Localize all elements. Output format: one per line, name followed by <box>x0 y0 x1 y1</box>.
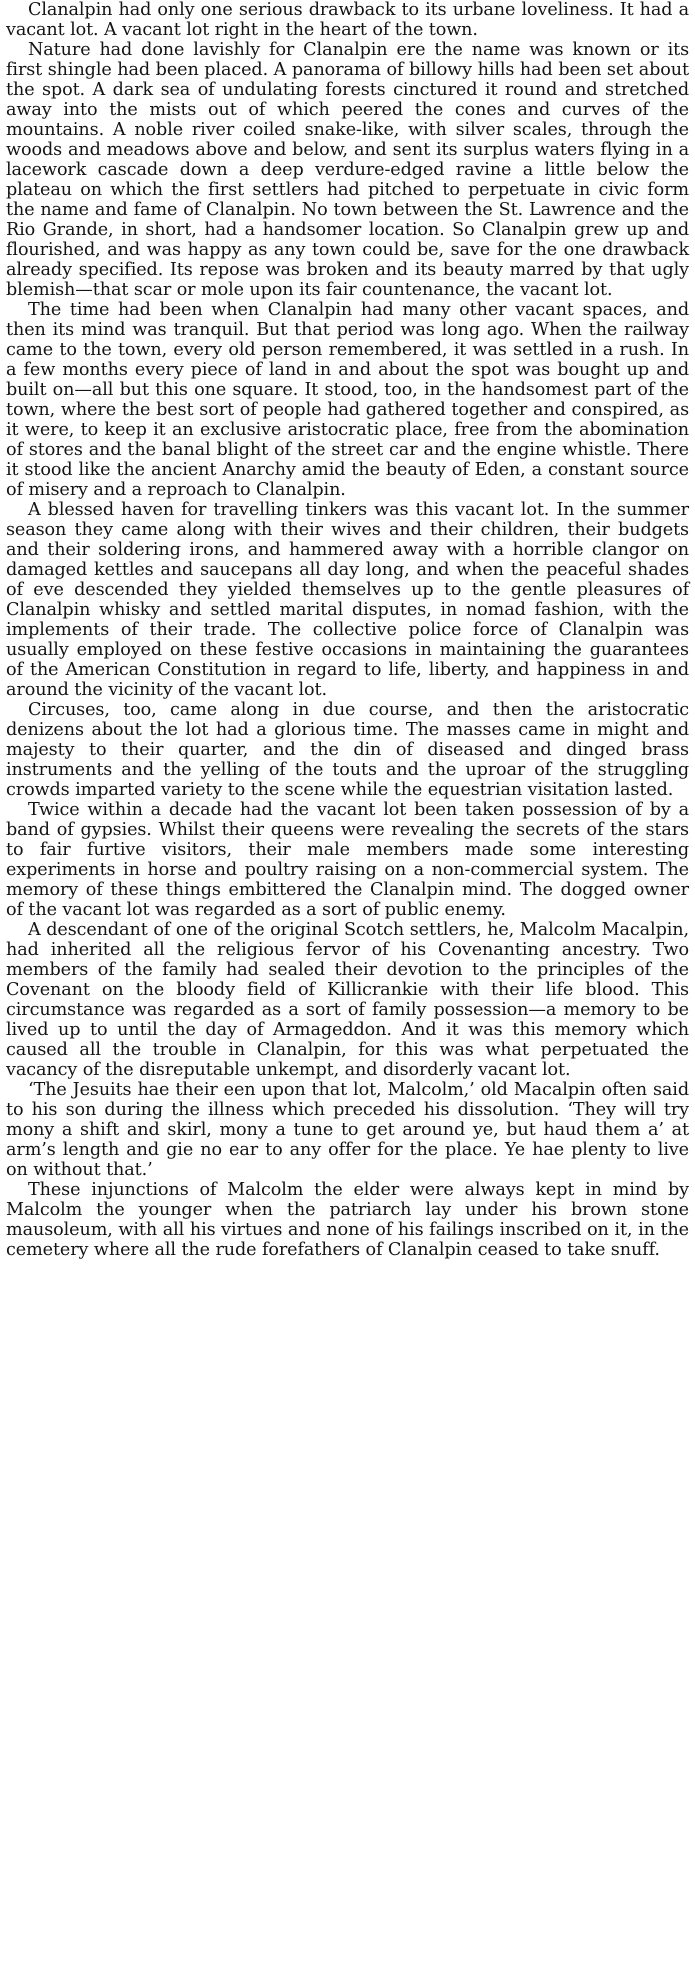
paragraph-1: Clanalpin had only one serious drawback to its urbane loveliness. It had a vacant lot. A vacant lot right in the heart of the town. <box>6 0 689 40</box>
paragraph-9: These injunctions of Malcolm the elder were always kept in mind by Malcolm the younger when the patriarch lay under his brown stone mausoleum, with all his virtues and none of his failings inscribed on it, in the cemetery where all the rude forefathers of Clanalpin ceased to take snuff. <box>6 1180 689 1260</box>
paragraph-2: Nature had done lavishly for Clanalpin ere the name was known or its first shingle had been placed. A panorama of billowy hills had been set about the spot. A dark sea of undulating forests cinctured it round and stretched away into the mists out of which peered the cones and curves of the mountains. A noble river coiled snake-like, with silver scales, through the woods and meadows above and below, and sent its surplus waters flying in a lacework cascade down a deep verdure-edged ravine a little below the plateau on which the first settlers had pitched to perpetuate in civic form the name and fame of Clanalpin. No town between the St. Lawrence and the Rio Grande, in short, had a handsomer location. So Clanalpin grew up and flourished, and was happy as any town could be, save for the one drawback already specified. Its repose was broken and its beauty marred by that ugly blemish—that scar or mole upon its fair countenance, the vacant lot. <box>6 40 689 300</box>
paragraph-7: A descendant of one of the original Scotch settlers, he, Malcolm Macalpin, had inherited all the religious fervor of his Covenanting ancestry. Two members of the family had sealed their devotion to the principles of the Covenant on the bloody field of Killicrankie with their life blood. This circumstance was regarded as a sort of family possession—a memory to be lived up to until the day of Armageddon. And it was this memory which caused all the trouble in Clanalpin, for this was what perpetuated the vacancy of the disreputable unkempt, and disorderly vacant lot. <box>6 920 689 1080</box>
paragraph-3: The time had been when Clanalpin had many other vacant spaces, and then its mind was tranquil. But that period was long ago. When the railway came to the town, every old person remembered, it was settled in a rush. In a few months every piece of land in and about the spot was bought up and built on—all but this one square. It stood, too, in the handsomest part of the town, where the best sort of people had gathered together and conspired, as it were, to keep it an exclusive aristocratic place, free from the abomination of stores and the banal blight of the street car and the engine whistle. There it stood like the ancient Anarchy amid the beauty of Eden, a constant source of misery and a reproach to Clanalpin. <box>6 300 689 500</box>
paragraph-4: A blessed haven for travelling tinkers was this vacant lot. In the summer season they came along with their wives and their children, their budgets and their soldering irons, and hammered away with a horrible clangor on damaged kettles and saucepans all day long, and when the peaceful shades of eve descended they yielded themselves up to the gentle pleasures of Clanalpin whisky and settled marital disputes, in nomad fashion, with the implements of their trade. The collective police force of Clanalpin was usually employed on these festive occasions in maintaining the guarantees of the American Constitution in regard to life, liberty, and happiness in and around the vicinity of the vacant lot. <box>6 500 689 700</box>
paragraph-5: Circuses, too, came along in due course, and then the aristocratic denizens about the lot had a glorious time. The masses came in might and majesty to their quarter, and the din of diseased and dinged brass instruments and the yelling of the touts and the uproar of the struggling crowds imparted variety to the scene while the equestrian visitation lasted. <box>6 700 689 800</box>
article-column <box>6 0 689 1260</box>
paragraph-6: Twice within a decade had the vacant lot been taken possession of by a band of gypsies. Whilst their queens were revealing the secrets of the stars to fair furtive visitors, their male members made some interesting experiments in horse and poultry raising on a non-commercial system. The memory of these things embittered the Clanalpin mind. The dogged owner of the vacant lot was regarded as a sort of public enemy. <box>6 800 689 920</box>
paragraph-8: ‘The Jesuits hae their een upon that lot, Malcolm,’ old Macalpin often said to his son during the illness which preceded his dissolution. ‘They will try mony a shift and skirl, mony a tune to get around ye, but haud them a’ at arm’s length and gie no ear to any offer for the place. Ye hae plenty to live on without that.’ <box>6 1080 689 1180</box>
